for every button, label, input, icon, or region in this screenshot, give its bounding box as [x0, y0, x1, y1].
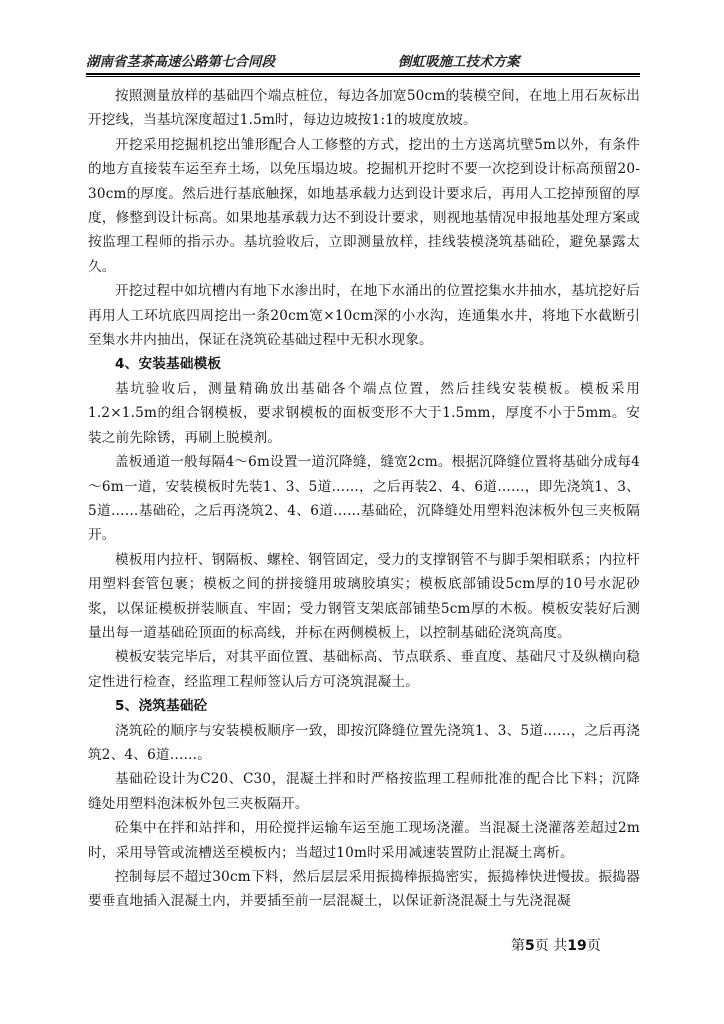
header-rule-thin — [86, 76, 640, 77]
paragraph: 浇筑砼的顺序与安装模板顺序一致，即按沉降缝位置先浇筑1、3、5道……，之后再浇筑2、4、6道……。 — [88, 722, 640, 763]
document-body — [88, 84, 640, 914]
page-prefix: 第 — [511, 938, 525, 954]
page-current: 5 — [525, 938, 535, 954]
header-project-name: 湖南省茎茶高速公路第七合同段 — [86, 54, 275, 70]
page-number — [511, 935, 601, 955]
section-heading-4: 4、安装基础模板 — [115, 356, 222, 373]
paragraph: 按照测量放样的基础四个端点桩位，每边各加宽50cm的装模空间，在地上用石灰标出开挖线，当基坑深度超过1.5m时，每边边坡按1:1的坡度放坡。 — [88, 88, 640, 129]
paragraph: 模板用内拉杆、钢隔板、螺栓、钢管固定，受力的支撑钢管不与脚手架相联系；内拉杆用塑料套管包裹；模板之间的拼接缝用玻璃胶填实；模板底部铺设5cm厚的10号水泥砂浆，以保证模板拼装顺直、牢固；受力钢管支架底部铺垫5cm厚的木板。模板安装好后测量出每一道基础砼顶面的标高线，并标在两侧模板上，以控制基础砼浇筑高度。 — [88, 551, 640, 641]
page-suffix: 页 — [586, 938, 601, 954]
paragraph: 开挖过程中如坑槽内有地下水渗出时，在地下水涌出的位置挖集水井抽水，基坑挖好后再用人工环坑底四周挖出一条20cm宽×10cm深的小水沟，连通集水井，将地下水截断引至集水井内抽出，保证在浇筑砼基础过程中无积水现象。 — [88, 283, 640, 349]
page-total: 19 — [567, 938, 587, 954]
page-header — [86, 50, 640, 70]
header-rule — [86, 73, 640, 75]
page-mid: 页 共 — [534, 938, 568, 954]
paragraph: 模板安装完毕后，对其平面位置、基础标高、节点联系、垂直度、基础尺寸及纵横向稳定性进行检查，经监理工程师签认后方可浇筑混凝土。 — [88, 649, 640, 690]
section-heading-5: 5、浇筑基础砼 — [115, 698, 208, 715]
paragraph: 开挖采用挖掘机挖出雏形配合人工修整的方式，挖出的土方送离坑壁5m以外，有条件的地方直接装车运至弃土场，以免压塌边坡。挖掘机开挖时不要一次挖到设计标高预留20-30cm的厚度。然后进行基底触探，如地基承载力达到设计要求后，再用人工挖掉预留的厚度，修整到设计标高。如果地基承载力达不到设计要求，则视地基情况申报地基处理方案或按监理工程师的指示办。基坑验收后，立即测量放样，挂线装模浇筑基础砼，避免暴露太久。 — [88, 136, 640, 275]
paragraph: 基坑验收后，测量精确放出基础各个端点位置，然后挂线安装模板。模板采用1.2×1.5m的组合钢模板，要求钢模板的面板变形不大于1.5mm，厚度不小于5mm。安装之前先除锈，再刷上脱模剂。 — [88, 380, 640, 446]
paragraph: 砼集中在拌和站拌和，用砼搅拌运输车运至施工现场浇灌。当混凝土浇灌落差超过2m时，采用导管或流槽送至模板内；当超过10m时采用减速装置防止混凝土离析。 — [88, 820, 640, 861]
paragraph: 控制每层不超过30cm下料，然后层层采用振捣棒振捣密实，振捣棒快进慢拔。振捣器要垂直地插入混凝土内，并要插至前一层混凝土，以保证新浇混凝土与先浇混凝 — [88, 869, 640, 910]
paragraph: 基础砼设计为C20、C30，混凝土拌和时严格按监理工程师批准的配合比下料；沉降缝处用塑料泡沫板外包三夹板隔开。 — [88, 771, 640, 812]
paragraph: 盖板通道一般每隔4～6m设置一道沉降缝，缝宽2cm。根据沉降缝位置将基础分成每4～6m一道，安装模板时先装1、3、5道……，之后再装2、4、6道……，即先浇筑1、3、5道……基础砼，之后再浇筑2、4、6道……基础砼，沉降缝处用塑料泡沫板外包三夹板隔开。 — [88, 454, 640, 544]
header-document-title: 倒虹吸施工技术方案 — [398, 54, 520, 70]
